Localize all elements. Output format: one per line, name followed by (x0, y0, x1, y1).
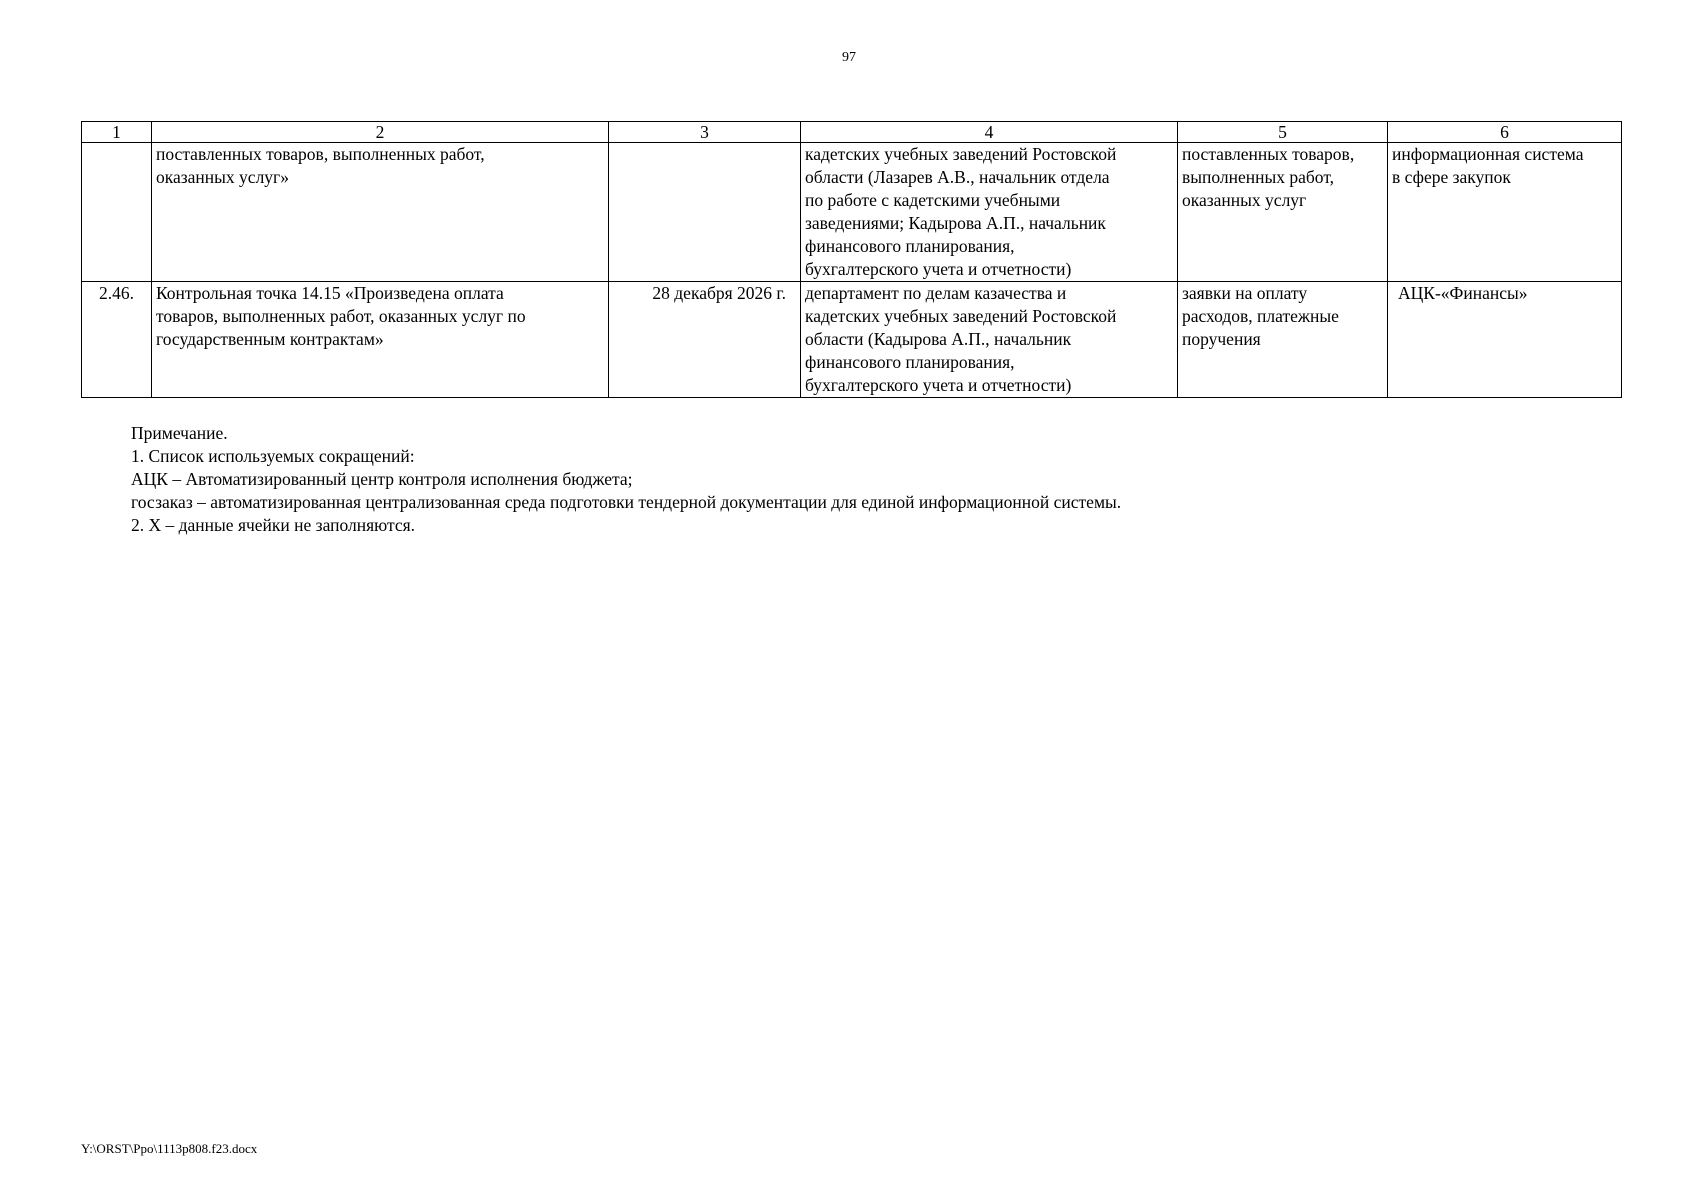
cell-line: заявки на оплату (1182, 283, 1308, 303)
table-row (82, 143, 1622, 282)
plan-table (81, 121, 1622, 398)
note-line: 1. Список используемых сокращений: (131, 446, 415, 466)
table-row (82, 282, 1622, 398)
column-header: 2 (152, 122, 609, 143)
page-number: 97 (842, 50, 856, 65)
date-cell: 28 декабря 2026 г. (609, 282, 801, 398)
cell-line: расходов, платежные (1182, 306, 1339, 326)
cell-line: оказанных услуг (1182, 190, 1307, 210)
cell-line: финансового планирования, (805, 352, 1015, 372)
cell-line: выполненных работ, (1182, 167, 1335, 187)
cell-line: бухгалтерского учета и отчетности) (805, 375, 1072, 395)
cell-line: области (Кадырова А.П., начальник (805, 329, 1072, 349)
responsible-cell (801, 282, 1178, 398)
note-title: Примечание. (131, 423, 228, 443)
table-header-row (82, 122, 1622, 143)
cell-line: бухгалтерского учета и отчетности) (805, 259, 1072, 279)
cell-line: департамент по делам казачества и (805, 283, 1067, 303)
cell-line: поставленных товаров, (1182, 144, 1355, 164)
note-line: госзаказ – автоматизированная централизованная среда подготовки тендерной документации для единой информационной системы. (131, 492, 1122, 512)
event-name-cell (152, 143, 609, 282)
cell-line: по работе с кадетскими учебными (805, 190, 1061, 210)
cell-line: в сфере закупок (1392, 167, 1511, 187)
file-path-footer: Y:\ORST\Ppo\1113p808.f23.docx (81, 1141, 258, 1156)
cell-line: АЦК-«Финансы» (1398, 283, 1528, 303)
cell-line: оказанных услуг» (156, 167, 289, 187)
cell-line: кадетских учебных заведений Ростовской (805, 144, 1117, 164)
cell-line: области (Лазарев А.В., начальник отдела (805, 167, 1110, 187)
column-header: 1 (82, 122, 152, 143)
note-line: АЦК – Автоматизированный центр контроля исполнения бюджета; (131, 469, 633, 489)
cell-line: информационная система (1392, 144, 1584, 164)
responsible-cell (801, 143, 1178, 282)
cell-line: поставленных товаров, выполненных работ, (156, 144, 485, 164)
date-cell (609, 143, 801, 282)
cell-line: поручения (1182, 329, 1261, 349)
cell-line: кадетских учебных заведений Ростовской (805, 306, 1117, 326)
cell-line: государственным контрактам» (156, 329, 384, 349)
row-number-cell (82, 143, 152, 282)
event-name-cell (152, 282, 609, 398)
column-header: 3 (609, 122, 801, 143)
cell-line: товаров, выполненных работ, оказанных услуг по (156, 306, 526, 326)
note-block (131, 422, 1121, 537)
column-header: 6 (1388, 122, 1622, 143)
row-number-cell: 2.46. (82, 282, 152, 398)
column-header: 4 (801, 122, 1178, 143)
document-cell (1178, 143, 1388, 282)
cell-line: заведениями; Кадырова А.П., начальник (805, 213, 1106, 233)
document-cell (1178, 282, 1388, 398)
note-line: 2. Х – данные ячейки не заполняются. (131, 515, 416, 535)
system-cell (1388, 282, 1622, 398)
column-header: 5 (1178, 122, 1388, 143)
system-cell (1388, 143, 1622, 282)
cell-line: Контрольная точка 14.15 «Произведена оплата (156, 283, 504, 303)
cell-line: финансового планирования, (805, 236, 1015, 256)
